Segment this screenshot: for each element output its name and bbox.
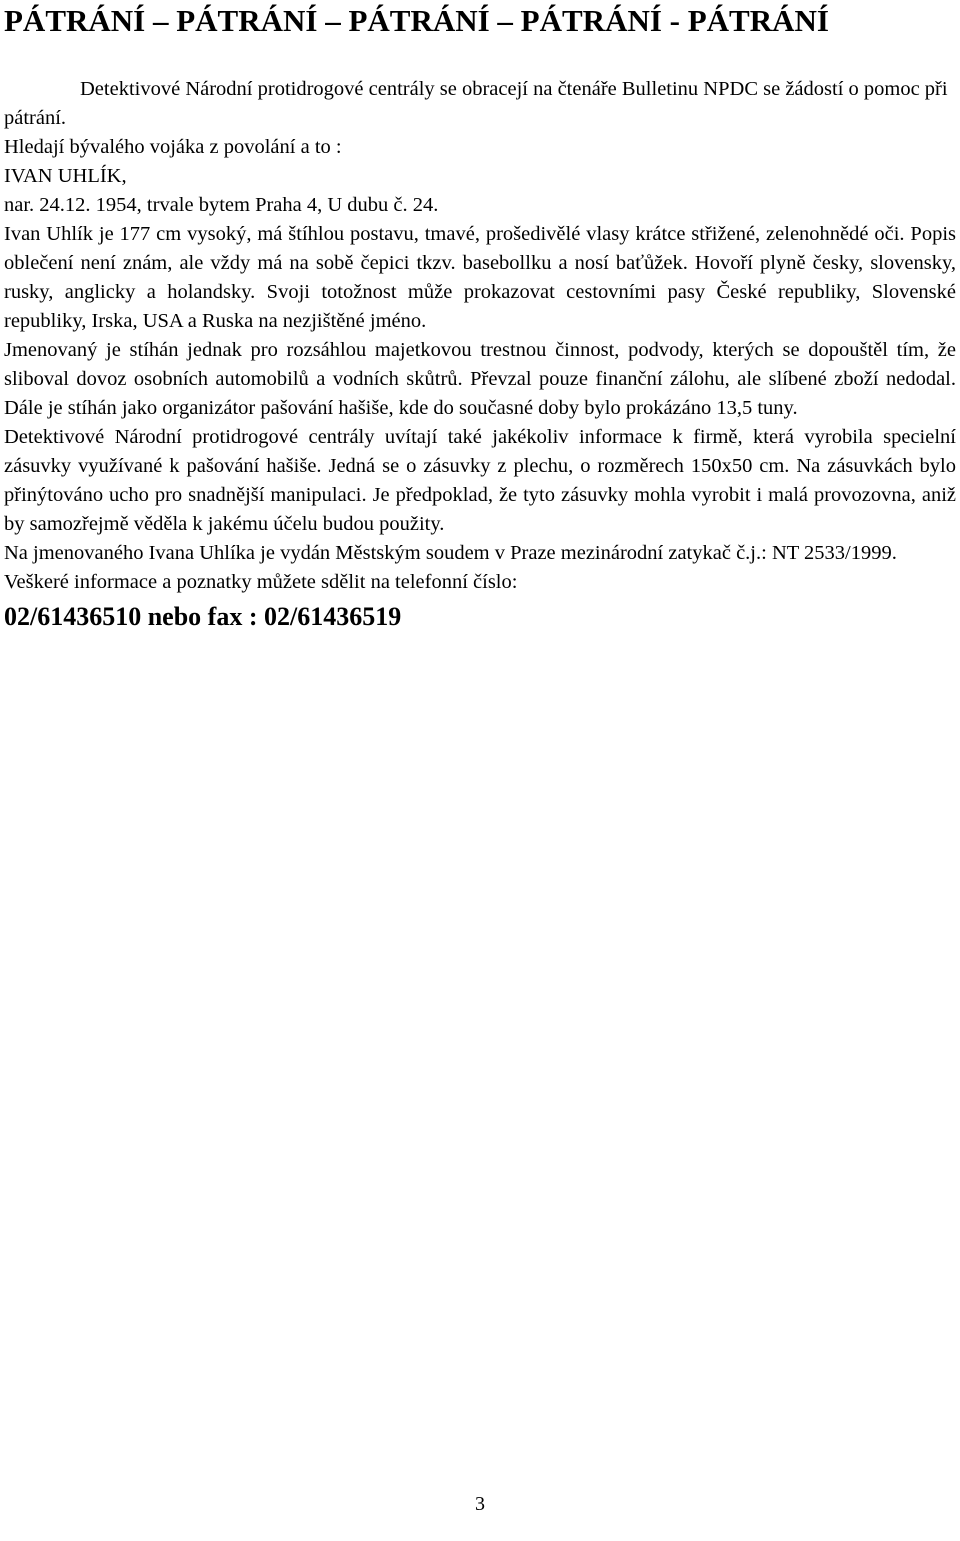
birth-info: nar. 24.12. 1954, trvale bytem Praha 4, U dubu č. 24. [4, 194, 439, 216]
article-body [4, 75, 956, 635]
page-number: 3 [475, 1493, 485, 1515]
drawers-paragraph: Detektivové Národní protidrogové centrály uvítají také jakékoliv informace k firmě, která vyrobila specielní zásuvky využívané k pašování hašiše. Jedná se o zásuvky z plechu, o rozměrech 150x50 cm. Na zásuvkách bylo přinýtováno ucho pro snadnější manipulaci. Je předpoklad, že tyto zásuvky mohla vyrobit i malá provozovna, aniž by samozřejmě věděla k jakému účelu budou použity. [4, 426, 956, 535]
charges-paragraph: Jmenovaný je stíhán jednak pro rozsáhlou majetkovou trestnou činnost, podvody, kterých se dopouštěl tím, že sliboval dovoz osobních automobilů a vodních skůtrů. Převzal pouze finanční zálohu, ale slíbené zboží nedodal. Dále je stíhán jako organizátor pašování hašiše, kde do současné doby bylo prokázáno 13,5 tuny. [4, 339, 956, 419]
search-for-line: Hledají bývalého vojáka z povolání a to : [4, 136, 342, 158]
description-paragraph: Ivan Uhlík je 177 cm vysoký, má štíhlou postavu, tmavé, prošedivělé vlasy krátce střižené, zelenohnědé oči. Popis oblečení není znám, ale vždy má na sobě čepici tkzv. basebollku a nosí baťůžek. Hovoří plyně česky, slovensky, rusky, anglicky a holandsky. Svoji totožnost může prokazovat cestovními pasy České republiky, Slovenské republiky, Irska, USA a Ruska na nezjištěné jméno. [4, 223, 956, 332]
warrant-paragraph: Na jmenovaného Ivana Uhlíka je vydán Městským soudem v Praze mezinárodní zatykač č.j.: NT 2533/1999. [4, 542, 897, 564]
contact-prompt: Veškeré informace a poznatky můžete sdělit na telefonní číslo: [4, 571, 518, 593]
page-title: PÁTRÁNÍ – PÁTRÁNÍ – PÁTRÁNÍ – PÁTRÁNÍ - PÁTRÁNÍ [4, 3, 829, 38]
wanted-name: IVAN UHLÍK, [4, 165, 127, 187]
phone-number: 02/61436510 nebo fax : 02/61436519 [4, 602, 402, 631]
intro-paragraph: Detektivové Národní protidrogové centrály se obracejí na čtenáře Bulletinu NPDC se žádostí o pomoc při pátrání. [4, 78, 948, 129]
